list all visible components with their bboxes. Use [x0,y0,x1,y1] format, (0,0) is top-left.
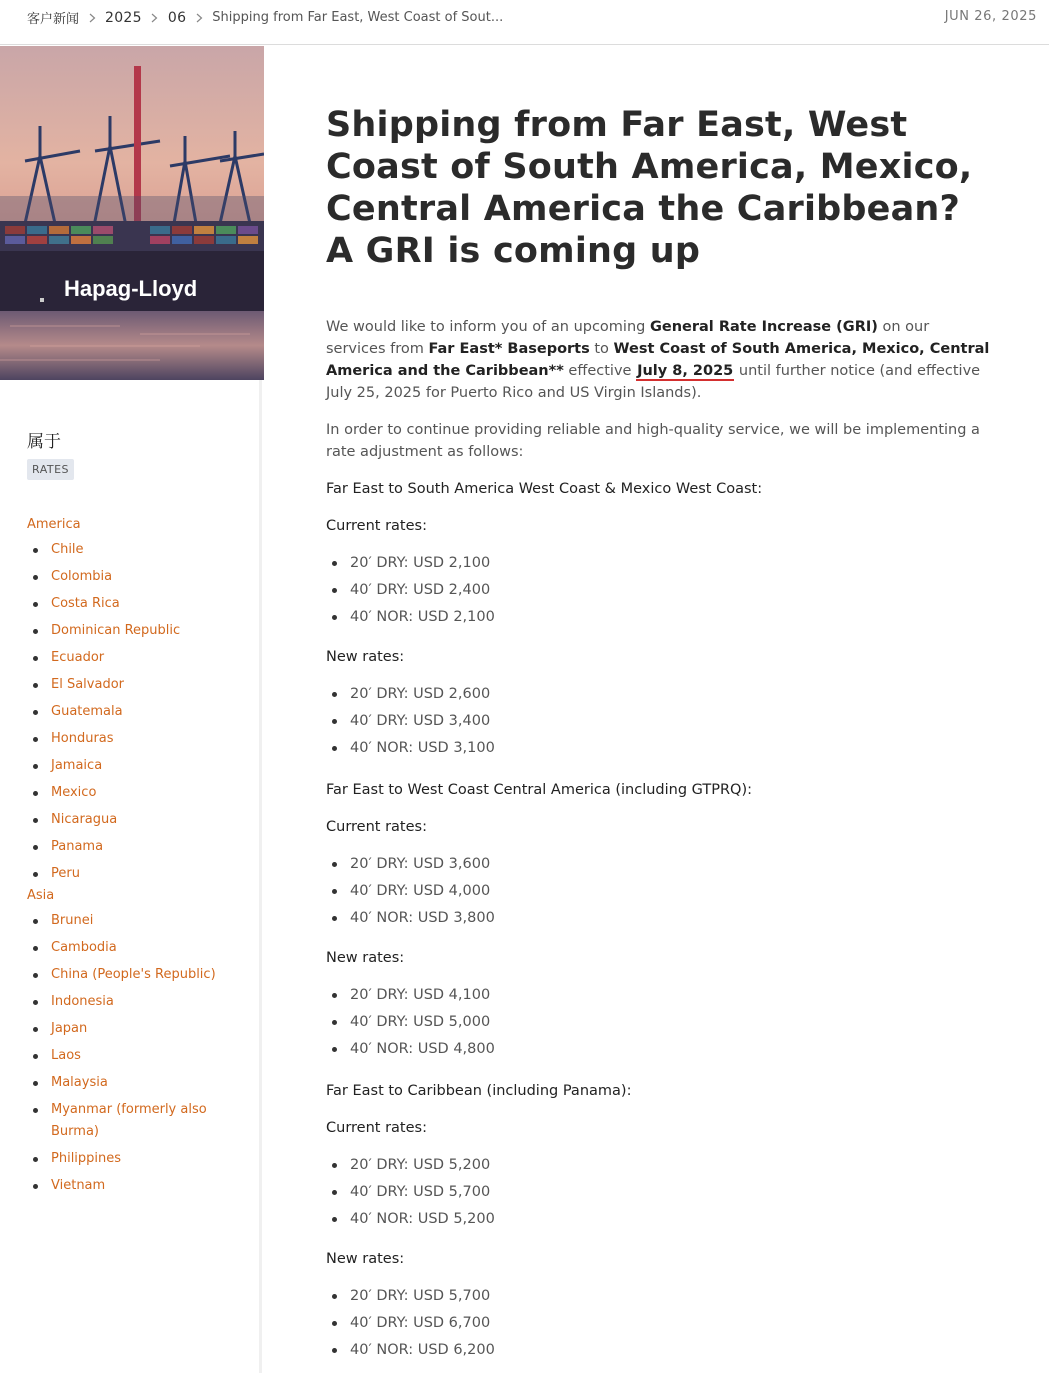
list-item [27,1018,252,1040]
list-item [27,1175,252,1197]
rate-item: 40′ DRY: USD 3,400 [326,710,991,732]
list-item [27,755,252,777]
hero-logo-text: Hapag-Lloyd [64,276,198,301]
rate-item: 20′ DRY: USD 2,100 [326,552,991,574]
new-rates-label: New rates: [326,950,405,966]
rate-item: 40′ DRY: USD 4,000 [326,880,991,902]
intro-paragraph: We would like to inform you of an upcoming General Rate Increase (GRI) on our services from Far East* Baseports to West Coast of South America, Mexico, Central America and the Caribbean** effective July 8, 2025 until further notice (and effective July 25, 2025 for Puerto Rico and US Virgin Islands). [326,319,990,401]
list-item [27,647,252,669]
section-heading: Far East to South America West Coast & Mexico West Coast: [326,481,763,497]
list-item [27,593,252,615]
list-item [27,620,252,642]
section-heading: Far East to Caribbean (including Panama): [326,1083,632,1099]
breadcrumb-news[interactable]: 客户新闻 [27,12,80,27]
list-item [27,1148,252,1170]
category-tag[interactable]: RATES [27,459,74,480]
current-rates-list [326,853,991,929]
rate-item: 40′ DRY: USD 5,000 [326,1011,991,1033]
rate-item: 20′ DRY: USD 2,600 [326,683,991,705]
list-item [27,674,252,696]
breadcrumb-current: Shipping from Far East, West Coast of Sout... [212,10,504,25]
country-link[interactable]: Indonesia [51,994,114,1009]
rate-item: 40′ DRY: USD 5,700 [326,1181,991,1203]
rate-item: 40′ DRY: USD 2,400 [326,579,991,601]
list-item [27,1045,252,1067]
chevron-right-icon [194,11,204,25]
rate-item: 40′ NOR: USD 5,200 [326,1208,991,1230]
country-link[interactable]: Ecuador [51,650,105,665]
country-link[interactable]: Vietnam [51,1178,106,1193]
country-link[interactable]: Philippines [51,1151,122,1166]
country-link[interactable]: Dominican Republic [51,623,181,638]
effective-date: July 8, 2025 [637,363,734,379]
country-link[interactable]: Mexico [51,785,97,800]
country-link[interactable]: Panama [51,839,104,854]
list-item [27,991,252,1013]
rate-item: 40′ NOR: USD 2,100 [326,606,991,628]
list-item [27,539,252,561]
top-bar [0,0,1049,45]
list-item [27,566,252,588]
country-link[interactable]: Laos [51,1048,81,1063]
rate-item: 40′ DRY: USD 6,700 [326,1312,991,1334]
list-item [27,937,252,959]
region-title[interactable]: America [27,517,81,532]
hero-image [0,46,264,380]
breadcrumb-month[interactable]: 06 [167,9,187,26]
adjustment-paragraph: In order to continue providing reliable and high-quality service, we will be implementing a rate adjustment as follows: [326,422,980,460]
rate-sections [326,478,991,1361]
country-link[interactable]: Honduras [51,731,114,746]
chevron-right-icon [87,11,97,25]
current-rates-list [326,1154,991,1230]
region-list [27,516,252,1202]
list-item [27,782,252,804]
country-link[interactable]: Malaysia [51,1075,108,1090]
country-link[interactable]: Myanmar (formerly also Burma) [51,1102,207,1139]
country-link[interactable]: Chile [51,542,84,557]
origin-term: Far East* Baseports [428,341,590,357]
region-title[interactable]: Asia [27,888,55,903]
country-link[interactable]: Colombia [51,569,113,584]
rate-item: 20′ DRY: USD 4,100 [326,984,991,1006]
rate-item: 40′ NOR: USD 6,200 [326,1339,991,1361]
chevron-right-icon [150,11,160,25]
country-link[interactable]: Brunei [51,913,94,928]
country-link[interactable]: El Salvador [51,677,124,692]
list-item [27,1072,252,1094]
list-item [27,1099,252,1143]
breadcrumb-year[interactable]: 2025 [105,9,142,26]
list-item [27,728,252,750]
breadcrumb [27,8,503,27]
current-rates-label: Current rates: [326,518,427,534]
rate-item: 40′ NOR: USD 4,800 [326,1038,991,1060]
country-link[interactable]: Nicaragua [51,812,118,827]
country-link[interactable]: Cambodia [51,940,117,955]
article-title: Shipping from Far East, West Coast of South America, Mexico, Central America the Caribbean? A GRI is coming up [326,105,973,271]
region-block [27,887,252,1197]
current-rates-label: Current rates: [326,819,427,835]
sidebar [0,46,262,1373]
list-item [27,701,252,723]
country-list [27,539,252,885]
country-link[interactable]: China (People's Republic) [51,967,216,982]
section-heading: Far East to West Coast Central America (including GTPRQ): [326,782,752,798]
publish-date: JUN 26, 2025 [944,9,1037,24]
list-item [27,836,252,858]
country-link[interactable]: Jamaica [51,758,103,773]
list-item [27,809,252,831]
list-item [27,964,252,986]
region-block [27,516,252,885]
belongs-to-label: 属于 [27,432,61,452]
list-item [27,863,252,885]
destination-term: West Coast of South America, Mexico, Central America and the Caribbean** [326,341,990,379]
rate-item: 20′ DRY: USD 5,700 [326,1285,991,1307]
rate-item: 40′ NOR: USD 3,100 [326,737,991,759]
country-link[interactable]: Peru [51,866,80,881]
new-rates-label: New rates: [326,649,405,665]
list-item [27,910,252,932]
rate-item: 20′ DRY: USD 5,200 [326,1154,991,1176]
country-link[interactable]: Guatemala [51,704,123,719]
current-rates-list [326,552,991,628]
country-list [27,910,252,1197]
gri-term: General Rate Increase (GRI) [649,319,878,335]
country-link[interactable]: Japan [51,1021,88,1036]
new-rates-list [326,1285,991,1361]
new-rates-label: New rates: [326,1251,405,1267]
rate-item: 40′ NOR: USD 3,800 [326,907,991,929]
new-rates-list [326,683,991,759]
new-rates-list [326,984,991,1060]
rate-item: 20′ DRY: USD 3,600 [326,853,991,875]
article [326,104,991,1366]
current-rates-label: Current rates: [326,1120,427,1136]
country-link[interactable]: Costa Rica [51,596,120,611]
